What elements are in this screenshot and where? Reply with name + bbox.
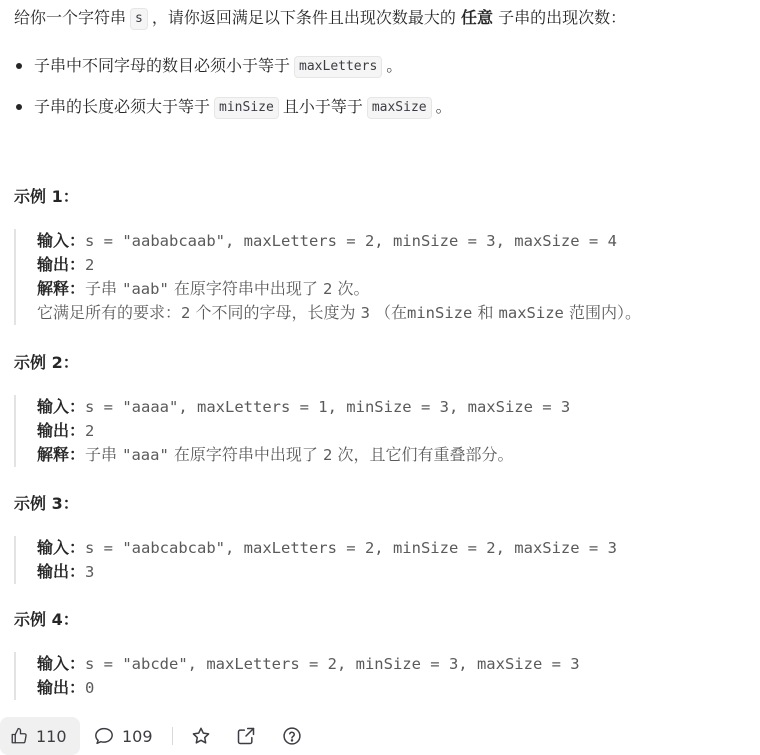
output-value: 2 (85, 256, 95, 274)
inline-code-maxSize: maxSize (367, 97, 432, 119)
inline-code-s: s (130, 8, 148, 30)
explain-code: 2 (323, 446, 333, 464)
output-label: 输出： (37, 678, 86, 697)
comment-count: 109 (122, 726, 153, 746)
input-value: s = "abcde", maxLetters = 2, minSize = 3, maxSize = 3 (85, 655, 580, 673)
example-output-line (37, 253, 641, 277)
example-3-title: 示例 3： (14, 494, 79, 513)
explain-code: "aab" (122, 280, 169, 298)
explain-text: （在 (375, 303, 408, 322)
condition-item (14, 93, 452, 121)
like-button[interactable] (0, 717, 80, 755)
explain-text: 子串 (85, 445, 118, 464)
explain-code: 2 (323, 280, 333, 298)
conditions-list (14, 52, 452, 134)
output-value: 2 (85, 422, 95, 440)
explain-text: 次。 (337, 279, 370, 298)
input-value: s = "aababcaab", maxLetters = 2, minSize = 3, maxSize = 4 (85, 232, 617, 250)
example-explain-line (37, 277, 641, 301)
description-text: 给你一个字符串 (14, 8, 127, 27)
example-input-line (37, 229, 641, 253)
explain-code: "aaa" (122, 446, 169, 464)
example-2-block (14, 395, 570, 467)
explain-code: 2 (181, 304, 191, 322)
example-output-line (37, 560, 617, 584)
divider (172, 727, 173, 745)
explain-code: maxSize (498, 304, 564, 322)
bullet-dot (16, 104, 22, 110)
example-4-title: 示例 4： (14, 610, 79, 629)
example-4-block (14, 652, 580, 700)
input-label: 输入： (37, 538, 86, 557)
input-value: s = "aabcabcab", maxLetters = 2, minSize = 2, maxSize = 3 (85, 539, 617, 557)
like-count: 110 (36, 726, 67, 746)
example-1-title: 示例 1： (14, 187, 79, 206)
input-label: 输入： (37, 397, 86, 416)
explain-text: 在原字符串中出现了 (173, 279, 318, 298)
example-1-block (14, 229, 641, 325)
condition-item (14, 52, 452, 80)
explain-code: minSize (407, 304, 473, 322)
explain-text: 和 (477, 303, 494, 322)
description-bold: 任意 (460, 8, 493, 27)
example-explain-line-2 (37, 301, 641, 325)
example-input-line (37, 652, 580, 676)
condition-text: 子串中不同字母的数目必须小于等于 (34, 56, 291, 75)
comment-button[interactable] (94, 717, 153, 755)
input-label: 输入： (37, 654, 86, 673)
share-button[interactable] (236, 717, 256, 755)
example-2-title: 示例 2： (14, 353, 79, 372)
action-bar (0, 717, 760, 755)
inline-code-maxLetters: maxLetters (294, 56, 382, 78)
condition-text: 。 (386, 56, 403, 75)
explain-text: 个不同的字母，长度为 (195, 303, 356, 322)
input-value: s = "aaaa", maxLetters = 1, minSize = 3, maxSize = 3 (85, 398, 571, 416)
external-link-icon (236, 726, 256, 746)
output-value: 3 (85, 563, 95, 581)
explain-text: 次，且它们有重叠部分。 (337, 445, 514, 464)
example-input-line (37, 536, 617, 560)
explain-text: 在原字符串中出现了 (173, 445, 318, 464)
condition-text: 。 (435, 97, 452, 116)
star-icon (191, 726, 211, 746)
thumbs-up-icon (10, 727, 28, 745)
explain-label: 解释： (37, 279, 86, 298)
comment-icon (94, 727, 114, 745)
condition-text: 子串的长度必须大于等于 (34, 97, 211, 116)
example-3-block (14, 536, 617, 584)
favorite-button[interactable] (191, 717, 211, 755)
input-label: 输入： (37, 231, 86, 250)
example-input-line (37, 395, 570, 419)
output-label: 输出： (37, 421, 86, 440)
condition-text: 且小于等于 (282, 97, 363, 116)
example-output-line (37, 676, 580, 700)
explain-code: 3 (360, 304, 370, 322)
help-button[interactable] (282, 717, 302, 755)
problem-description (14, 6, 626, 30)
output-label: 输出： (37, 255, 86, 274)
inline-code-minSize: minSize (214, 97, 279, 119)
description-text: ，请你返回满足以下条件且出现次数最大的 (151, 8, 456, 27)
description-text: 子串的出现次数： (498, 8, 627, 27)
example-output-line (37, 419, 570, 443)
explain-text: 它满足所有的要求： (37, 303, 182, 322)
explain-text: 子串 (85, 279, 118, 298)
example-explain-line (37, 443, 570, 467)
question-circle-icon (282, 726, 302, 746)
output-label: 输出： (37, 562, 86, 581)
explain-label: 解释： (37, 445, 86, 464)
explain-text: 范围内）。 (568, 303, 641, 322)
bullet-dot (16, 63, 22, 69)
output-value: 0 (85, 679, 95, 697)
